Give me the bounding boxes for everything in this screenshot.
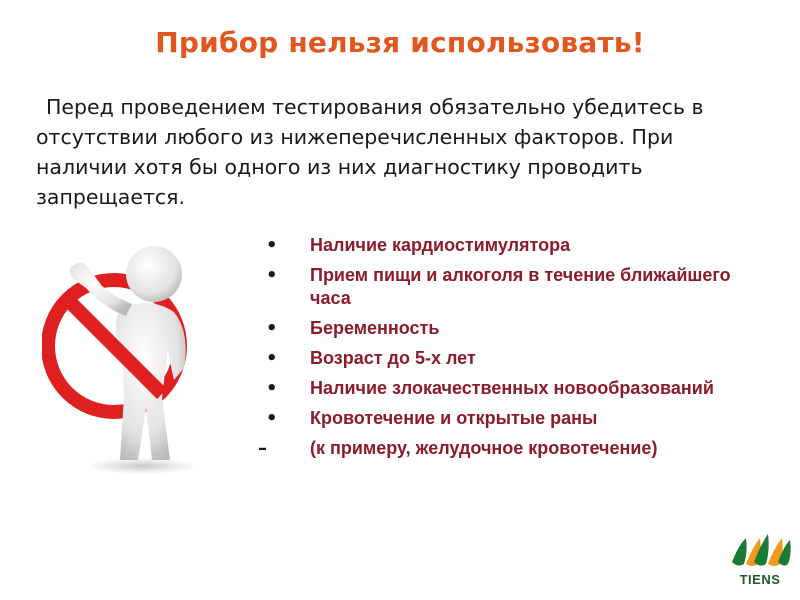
contraindication-list <box>258 234 768 467</box>
list-item <box>258 377 768 400</box>
bullet-marker: • <box>266 265 278 286</box>
list-item-text: Возраст до 5-х лет <box>310 348 476 368</box>
prohibition-person-icon <box>42 228 222 478</box>
slide-title: Прибор нельзя использовать! <box>155 26 645 59</box>
list-item <box>258 437 768 460</box>
list-item <box>258 234 768 257</box>
bullet-marker: • <box>266 408 278 429</box>
list-item-text: Наличие кардиостимулятора <box>310 235 571 255</box>
list-item <box>258 407 768 430</box>
bullet-marker: • <box>266 348 278 369</box>
list-item-text: Прием пищи и алкоголя в течение ближайшего часа <box>310 265 731 308</box>
bullet-marker: • <box>266 235 278 256</box>
list-item-text: (к примеру, желудочное кровотечение) <box>310 438 658 458</box>
dash-marker: – <box>258 438 267 459</box>
list-item <box>258 317 768 340</box>
list-item <box>258 264 768 310</box>
intro-paragraph: Перед проведением тестирования обязательно убедитесь в отсутствии любого из нижеперечисленных факторов. При наличии хотя бы одного из них диагностику проводить запрещается. <box>36 95 704 209</box>
list-item-text: Кровотечение и открытые раны <box>310 408 598 428</box>
bullet-marker: • <box>266 378 278 399</box>
list-item-text: Беременность <box>310 318 440 338</box>
list-item-text: Наличие злокачественных новообразований <box>310 378 714 398</box>
bullet-marker: • <box>266 318 278 339</box>
tiens-logo-text: TIENS <box>739 572 781 587</box>
list-item <box>258 347 768 370</box>
